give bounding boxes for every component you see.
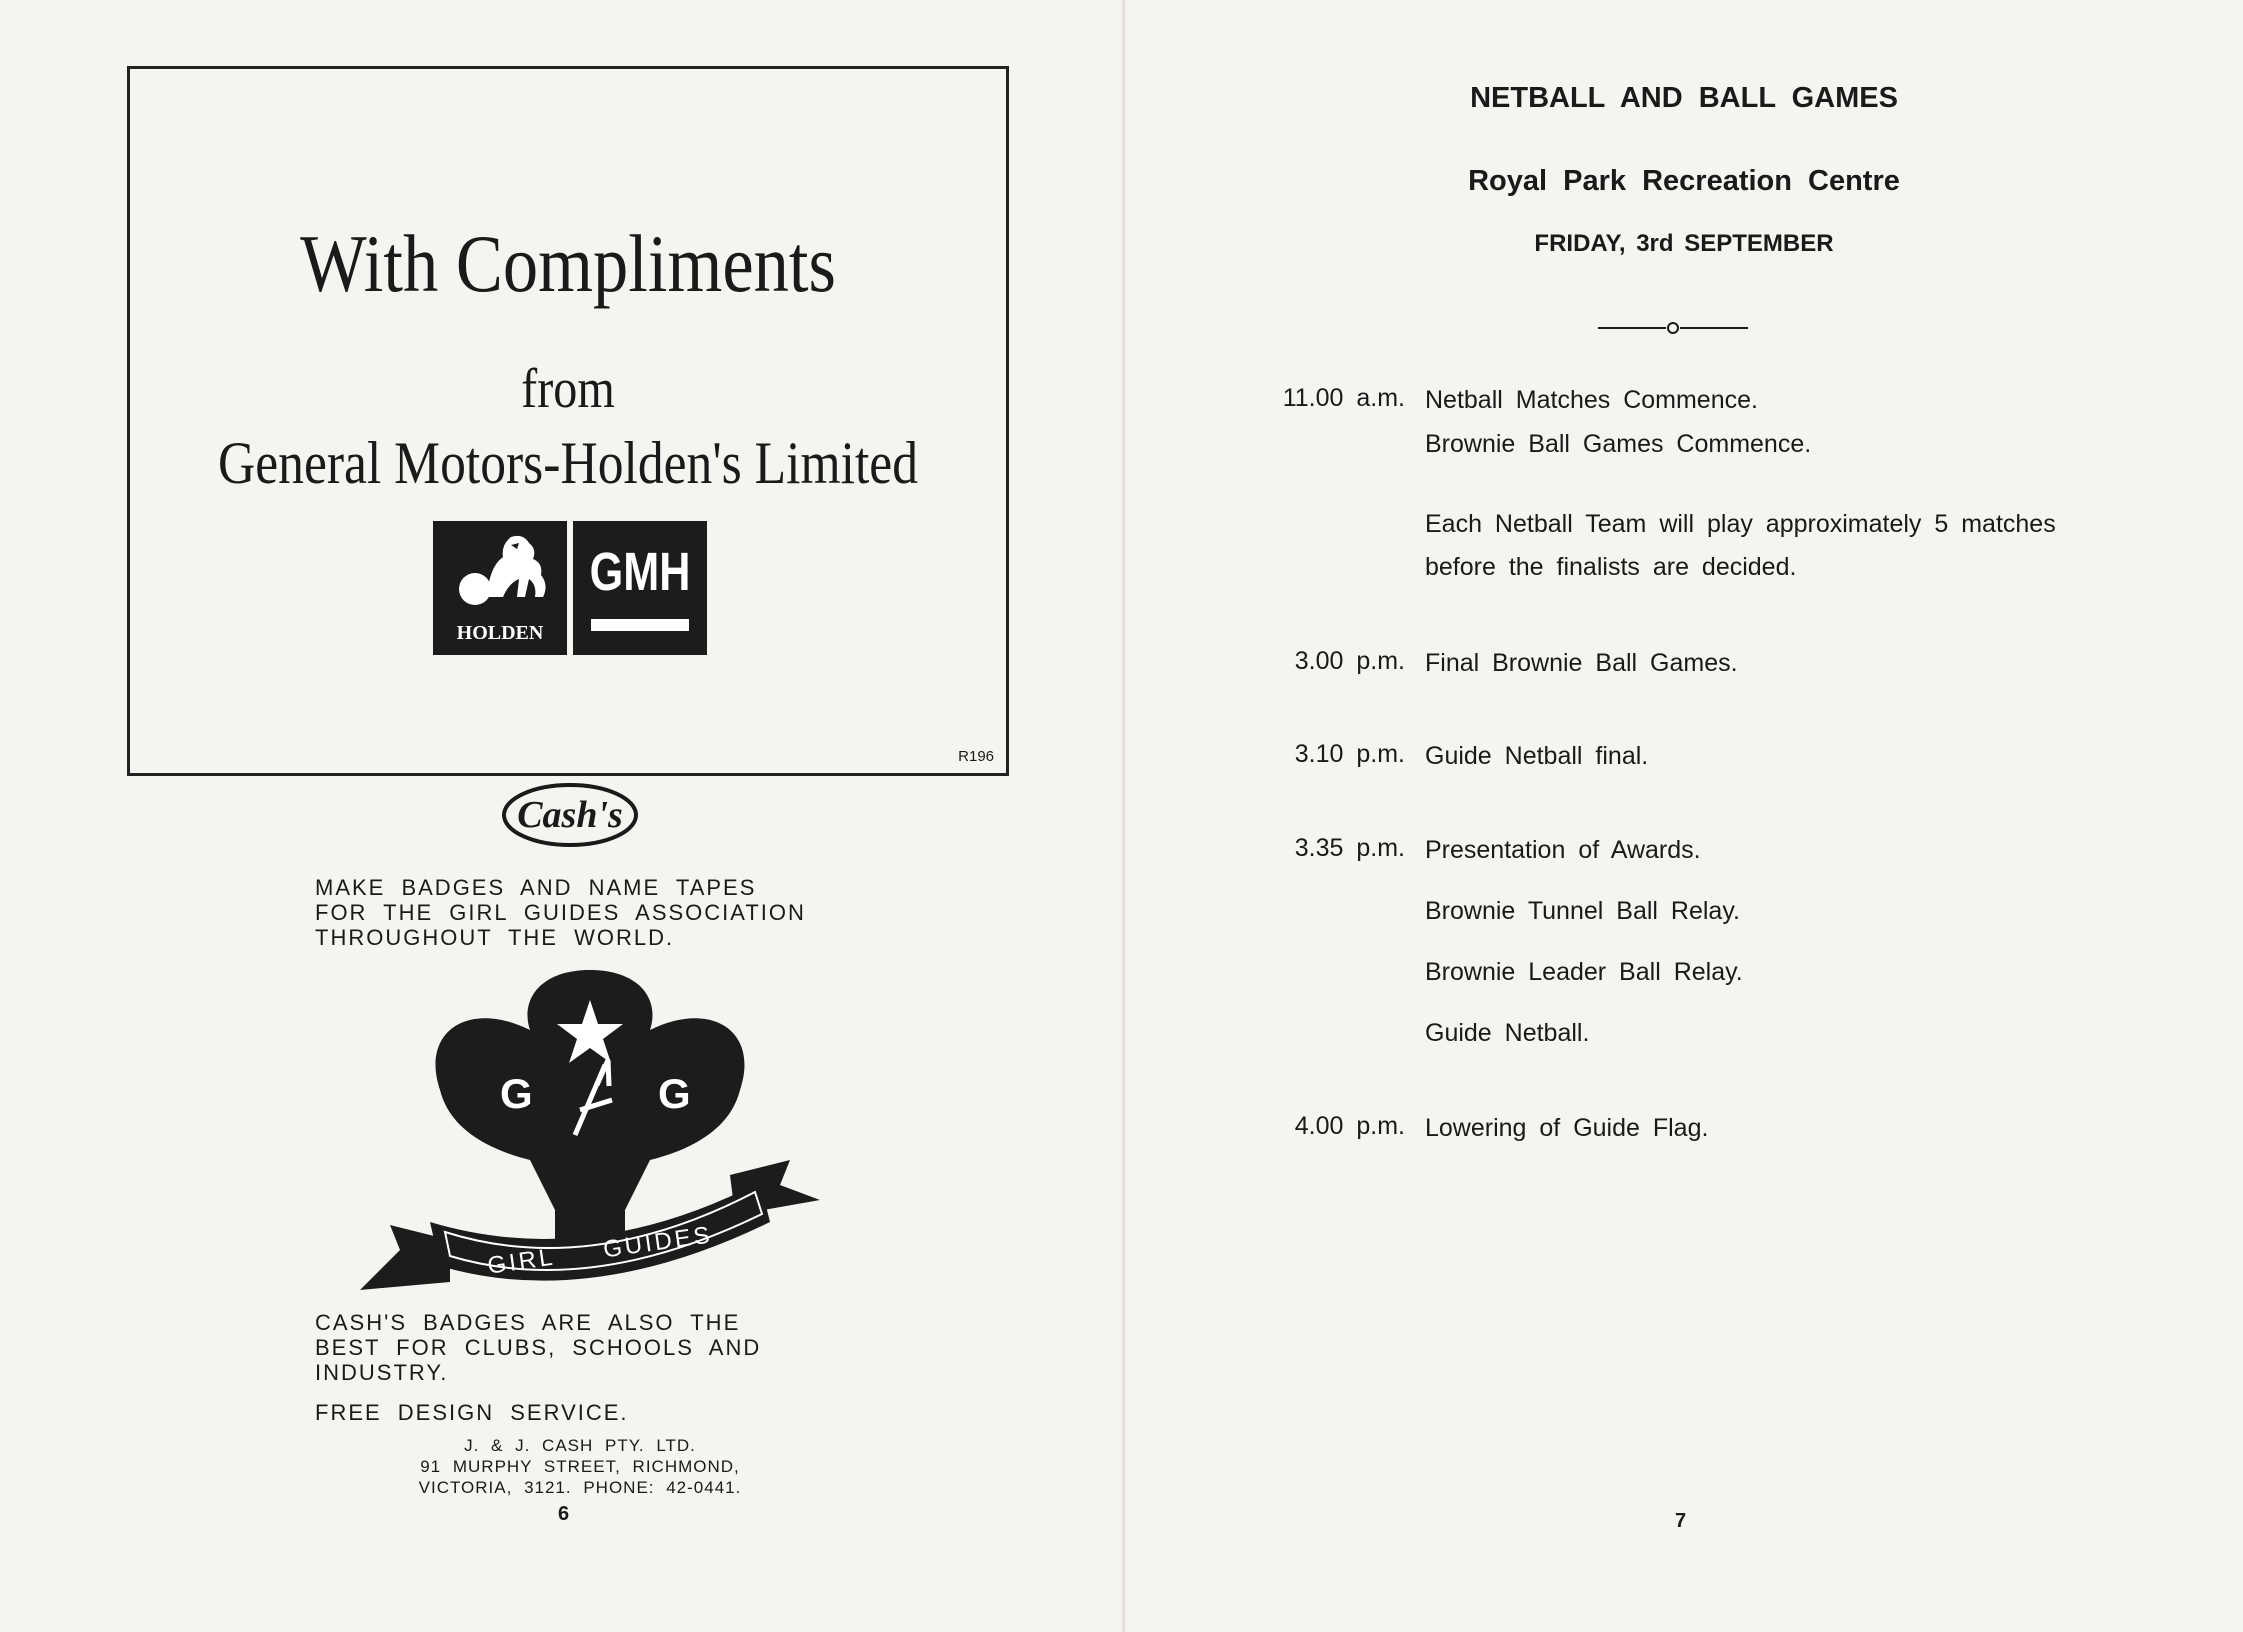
gmh-logo	[573, 521, 707, 655]
cash-logo	[500, 780, 640, 850]
cash-outro-line: INDUSTRY.	[315, 1360, 449, 1385]
schedule-time: 3.00 p.m.	[1294, 647, 1405, 675]
cash-advertisement	[300, 780, 860, 1540]
emblem-letter: G	[658, 1070, 691, 1117]
holden-logo-text: HOLDEN	[456, 622, 544, 644]
schedule-event: Lowering of Guide Flag.	[1425, 1114, 1709, 1142]
page-number: 7	[1675, 1510, 1687, 1532]
cash-address	[300, 1435, 860, 1498]
schedule-time: 11.00 a.m.	[1282, 384, 1405, 412]
cash-intro-line: FOR THE GIRL GUIDES ASSOCIATION	[315, 900, 806, 925]
schedule-event: Brownie Leader Ball Relay.	[1425, 958, 1743, 986]
ad-company-name: General Motors-Holden's Limited	[217, 430, 919, 496]
schedule-time: 3.10 p.m.	[1294, 740, 1405, 768]
gmh-logo-bar	[591, 619, 689, 631]
schedule-event: Final Brownie Ball Games.	[1425, 649, 1738, 677]
page-number: 6	[558, 1503, 570, 1525]
gmh-logo-text: GMH	[589, 542, 691, 602]
lion-icon	[445, 527, 555, 619]
schedule-event: Netball Matches Commence.	[1425, 386, 1758, 414]
schedule-event: Brownie Ball Games Commence.	[1425, 430, 1812, 458]
cash-intro-line: THROUGHOUT THE WORLD.	[315, 925, 675, 950]
schedule-time: 4.00 p.m.	[1294, 1112, 1405, 1140]
cash-outro-line: BEST FOR CLUBS, SCHOOLS AND	[315, 1335, 762, 1360]
girl-guides-trefoil-emblem	[350, 960, 830, 1330]
venue: Royal Park Recreation Centre	[1468, 165, 1900, 197]
divider-ornament	[1598, 318, 1748, 338]
ad-code: R196	[958, 748, 994, 765]
right-page	[1125, 0, 2243, 1632]
ad-from: from	[521, 358, 615, 420]
emblem-letter: G	[500, 1070, 533, 1117]
gmh-advertisement	[127, 66, 1009, 776]
page-title: NETBALL AND BALL GAMES	[1470, 82, 1898, 114]
schedule-event: Presentation of Awards.	[1425, 836, 1701, 864]
schedule-event: Guide Netball.	[1425, 1019, 1590, 1047]
ad-title: With Compliments	[300, 218, 836, 309]
schedule-time: 3.35 p.m.	[1294, 834, 1405, 862]
address-line: VICTORIA, 3121. PHONE: 42-0441.	[418, 1478, 742, 1497]
schedule-note: Each Netball Team will play approximately 5 matches	[1425, 510, 2056, 538]
emblem-banner-text: GIRL GUIDES	[485, 1221, 715, 1280]
address-line: J. & J. CASH PTY. LTD.	[464, 1436, 696, 1455]
holden-logo	[433, 521, 567, 655]
event-date: FRIDAY, 3rd SEPTEMBER	[1534, 230, 1834, 257]
cash-logo-text: Cash's	[517, 794, 623, 836]
schedule-note: before the finalists are decided.	[1425, 553, 1797, 581]
address-line: 91 MURPHY STREET, RICHMOND,	[420, 1457, 740, 1476]
cash-outro-line: CASH'S BADGES ARE ALSO THE	[315, 1310, 741, 1335]
cash-service-line: FREE DESIGN SERVICE.	[315, 1400, 629, 1425]
cash-intro-line: MAKE BADGES AND NAME TAPES	[315, 875, 757, 900]
schedule-event: Brownie Tunnel Ball Relay.	[1425, 897, 1740, 925]
schedule-event: Guide Netball final.	[1425, 742, 1649, 770]
